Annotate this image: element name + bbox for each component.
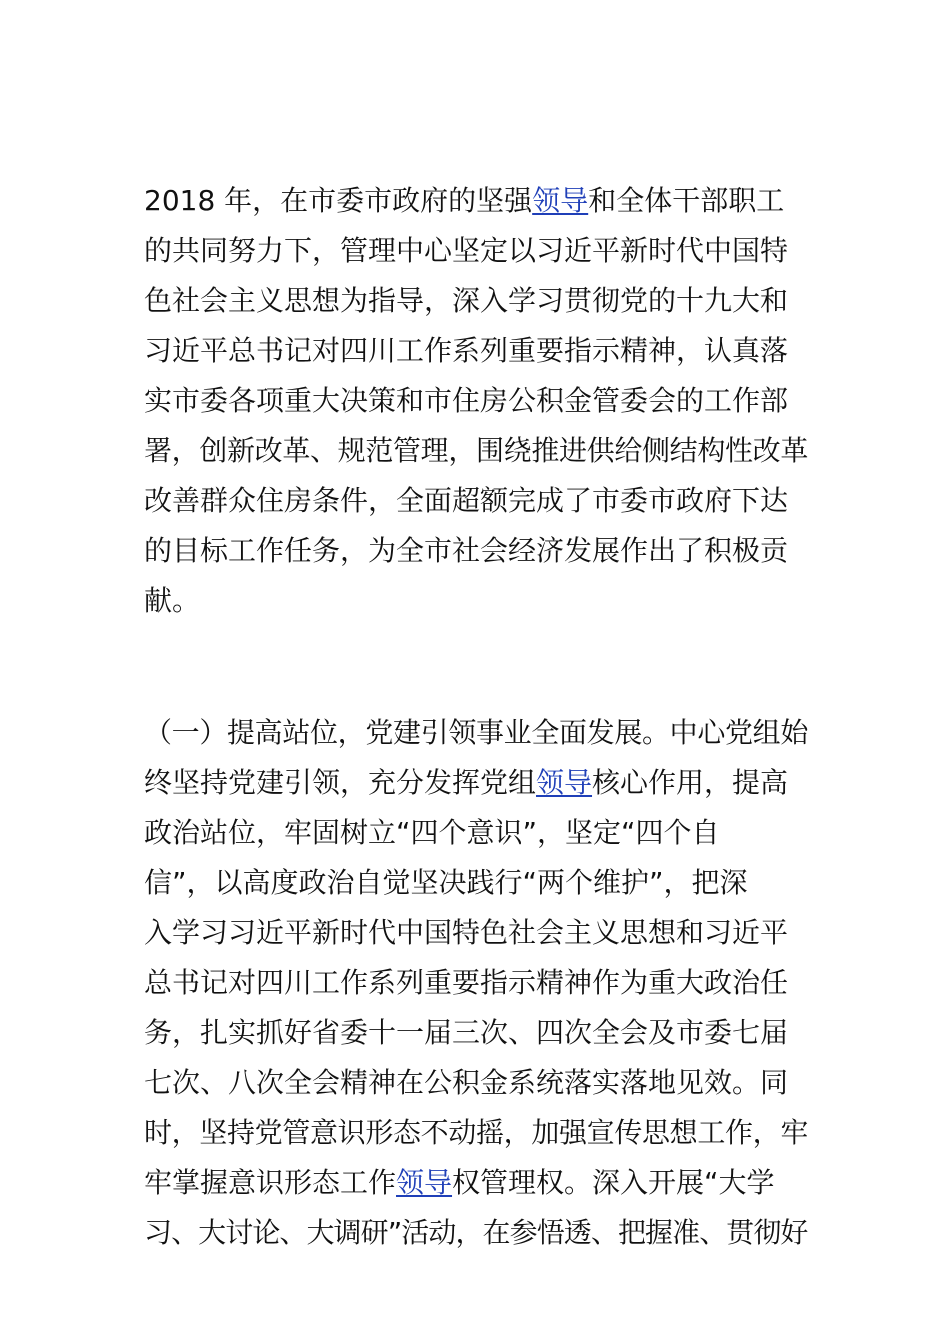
text-line [144, 858, 808, 908]
hyperlink[interactable]: 领导 [536, 766, 593, 799]
text-line [144, 908, 808, 958]
hyperlink[interactable]: 领导 [396, 1166, 453, 1199]
text-line [144, 1058, 808, 1108]
text-line [144, 708, 808, 758]
text-segment: 的共同努力下，管理中心坚定以习近平新时代中国特 [144, 234, 789, 267]
text-segment: 终坚持党建引领，充分发挥党组 [144, 766, 537, 799]
text-segment: 署，创新改革、规范管理，围绕推进供给侧结构性改革 [144, 434, 808, 467]
text-segment: 色社会主义思想为指导，深入学习贯彻党的十九大和 [144, 284, 789, 317]
text-line [144, 1208, 808, 1258]
text-segment: （一）提高站位，党建引领事业全面发展。中心党组始 [144, 716, 808, 749]
text-line [144, 526, 808, 576]
text-segment: 实市委各项重大决策和市住房公积金管委会的工作部 [144, 384, 789, 417]
text-segment: 习近平总书记对四川工作系列重要指示精神，认真落 [144, 334, 789, 367]
text-line [144, 576, 808, 626]
text-line [144, 426, 808, 476]
text-segment: 时，坚持党管意识形态不动摇，加强宣传思想工作，牢 [144, 1116, 808, 1149]
text-segment: 和全体干部职工 [588, 184, 785, 217]
text-segment: 的目标工作任务，为全市社会经济发展作出了积极贡 [144, 534, 789, 567]
text-line [144, 808, 808, 858]
text-segment: 牢掌握意识形态工作 [144, 1166, 397, 1199]
text-segment: 总书记对四川工作系列重要指示精神作为重大政治任 [144, 966, 789, 999]
text-segment: 入学习习近平新时代中国特色社会主义思想和习近平 [144, 916, 789, 949]
text-segment: 献。 [144, 584, 201, 617]
text-line [144, 326, 808, 376]
text-segment: 核心作用，提高 [592, 766, 789, 799]
text-line [144, 1108, 808, 1158]
text-segment: 权管理权。深入开展“大学 [452, 1166, 775, 1199]
text-line [144, 1158, 808, 1208]
text-segment: 务，扎实抓好省委十一届三次、四次全会及市委七届 [144, 1016, 789, 1049]
text-line [144, 758, 808, 808]
paragraph [144, 176, 808, 626]
text-line [144, 476, 808, 526]
text-segment: 信”，以高度政治自觉坚决践行“两个维护”，把深 [144, 866, 748, 899]
hyperlink[interactable]: 领导 [532, 184, 589, 217]
text-segment: 改善群众住房条件，全面超额完成了市委市政府下达 [144, 484, 789, 517]
text-segment: 七次、八次全会精神在公积金系统落实落地见效。同 [144, 1066, 789, 1099]
text-line [144, 1008, 808, 1058]
paragraph-gap [144, 626, 808, 708]
text-line [144, 376, 808, 426]
text-line [144, 176, 808, 226]
text-line [144, 226, 808, 276]
text-segment: 政治站位，牢固树立“四个意识”，坚定“四个自 [144, 816, 720, 849]
text-line [144, 276, 808, 326]
paragraph [144, 708, 808, 1258]
text-segment: 2018 年，在市委市政府的坚强 [144, 184, 533, 217]
text-line [144, 958, 808, 1008]
text-segment: 习、大讨论、大调研”活动，在参悟透、把握准、贯彻好 [144, 1216, 808, 1249]
document-body [144, 176, 808, 1258]
